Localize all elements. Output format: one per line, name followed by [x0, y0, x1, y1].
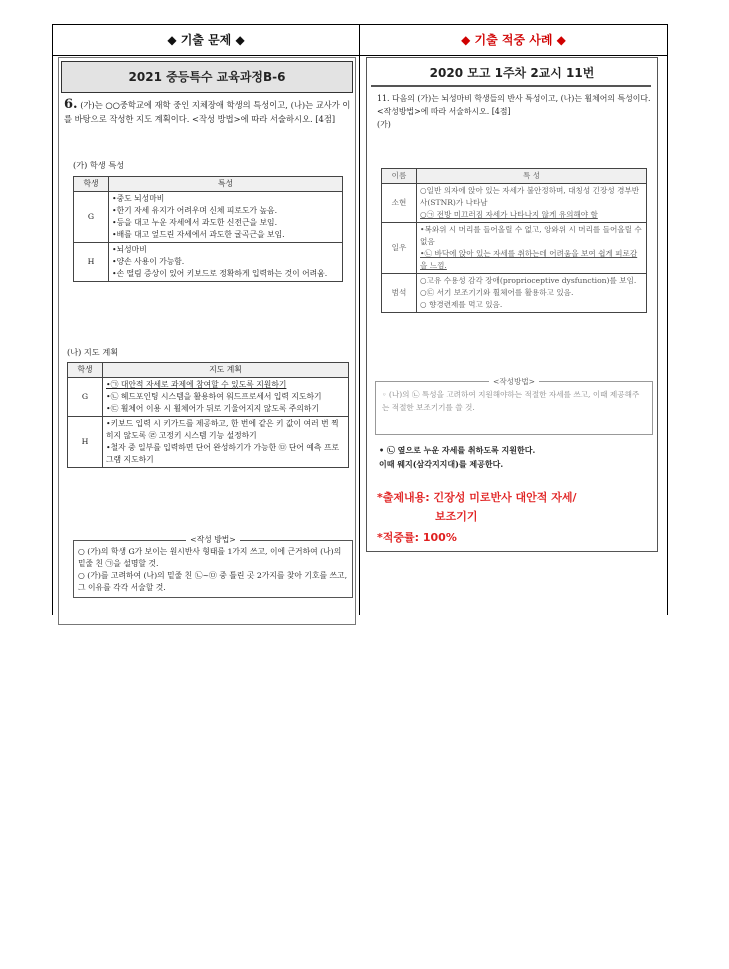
row-name: 범석: [382, 274, 417, 313]
hit-example-panel: [366, 57, 658, 552]
teaching-plan-table: [67, 362, 349, 468]
exam-content-label: *출제내용: 긴장성 미로반사 대안적 자세/: [377, 491, 577, 504]
h-traits: •뇌성마비 •양손 사용이 가능함. •손 떨림 증상이 있어 키보드로 정확하게 입력하는 것이 어려움.: [109, 243, 343, 282]
sub-heading-na: (나) 지도 계획: [67, 347, 119, 357]
title-underline: [371, 85, 651, 87]
row-traits: ○고유 수용성 감각 장애(proprioceptive dysfunction)를 보임. ○㉢ 서기 보조기기와 휠체어를 활용하고 있음. ○ 향경련제를 먹고 있음.: [417, 274, 647, 313]
sub-heading-ga: (가) 학생 특성: [73, 160, 125, 170]
answer: • ㉡ 옆으로 누운 자세를 취하도록 지원한다. 이때 웨지(삼각지지대)를 제공한다.: [379, 445, 536, 469]
right-sub: (가): [377, 120, 391, 129]
right-guide-title: <작성방법>: [489, 377, 539, 386]
comparison-frame: [52, 24, 668, 615]
writing-guide-box: [73, 535, 353, 598]
g-traits: •중도 뇌성마비 •한기 자세 유지가 어려우며 신체 피로도가 높음. •등을 대고 누운 자세에서 과도한 신전근을 보임. •배를 대고 엎드린 자세에서 과도한 굴곡근을 보임.: [109, 192, 343, 243]
right-title: 2020 모고 1주차 2교시 11번: [429, 66, 595, 80]
plan-student-h: H: [68, 417, 103, 468]
col-traits: 특성: [109, 177, 343, 192]
row-name: 소현: [382, 184, 417, 223]
exam-question-panel: [58, 57, 356, 625]
header-row: [53, 24, 667, 56]
right-guide-item: ◦ (나)의 ㉡ 특성을 고려하여 지원해야하는 적절한 자세를 쓰고, 이때 제공해주는 적절한 보조기기를 쓸 것.: [382, 390, 640, 412]
row-traits: •복와위 시 머리를 들어올릴 수 없고, 앙와위 시 머리를 들어올릴 수 없음 •㉡ 바닥에 앉아 있는 자세를 취하는데 어려움을 보여 쉽게 피로감을 느낌.: [417, 223, 647, 274]
row-traits: ○일반 의자에 앉아 있는 자세가 불안정하며, 대칭성 긴장성 경부반사(STNR)가 나타남 ○㉠ 전방 미끄러짐 자세가 나타나지 않게 유의해야 함: [417, 184, 647, 223]
plan-student-g: G: [68, 378, 103, 417]
column-divider: [359, 54, 360, 615]
row-name: 일우: [382, 223, 417, 274]
student-h: H: [74, 243, 109, 282]
col-plan: 지도 계획: [103, 363, 349, 378]
student-g: G: [74, 192, 109, 243]
exam-content-label-cont: 보조기기: [435, 510, 478, 523]
guide-title: <작성 방법>: [186, 535, 240, 544]
col-student-2: 학생: [68, 363, 103, 378]
right-guide-box: [375, 377, 653, 435]
g-plan: •㉠ 대안적 자세로 과제에 참여할 수 있도록 지원하기 •㉡ 헤드포인팅 시스템을 활용하여 워드프로세서 입력 지도하기 •㉢ 휠체어 이용 시 휠체어가 뒤로 기울어지지 않도록 주의하기: [103, 378, 349, 417]
col-name: 이름: [382, 169, 417, 184]
header-right: ◆ 기출 적중 사례 ◆: [461, 33, 566, 47]
student-traits-table: [73, 176, 343, 282]
right-question-text: 11. 다음의 (가)는 뇌성마비 학생들의 반사 특성이고, (나)는 휠체어의 특성이다. <작성방법>에 따라 서술하시오. [4점]: [377, 94, 651, 116]
header-left: ◆ 기출 문제 ◆: [53, 25, 360, 55]
question-number: 6.: [64, 97, 78, 112]
guide-item: ○ (가)의 학생 G가 보이는 원시반사 형태를 1가지 쓰고, 이에 근거하여 (나)의 밑줄 친 ㉠을 설명할 것.: [78, 547, 342, 568]
hit-rate: *적중률: 100%: [377, 531, 457, 544]
col-trait: 특 성: [417, 169, 647, 184]
left-question: [64, 98, 354, 126]
col-student: 학생: [74, 177, 109, 192]
question-text: (가)는 ○○중학교에 재학 중인 지체장애 학생의 특성이고, (나)는 교사가 이를 바탕으로 작성한 지도 계획이다. <작성 방법>에 따라 서술하시오. [4점]: [64, 100, 351, 124]
left-title: 2021 중등특수 교육과정B-6: [61, 61, 353, 93]
h-plan: •키보드 입력 시 키가드를 제공하고, 한 번에 같은 키 값이 여러 번 찍히지 않도록 ㉣ 고정키 시스템 기능 설정하기 •철자 중 일부를 입력하면 단어 완성하기가 가능한 ㉤ 단어 예측 프로그램 지도하기: [103, 417, 349, 468]
guide-item: ○ (가)를 고려하여 (나)의 밑줄 친 ㉡~㉤ 중 틀린 곳 2가지를 찾아 기호를 쓰고, 그 이유를 각각 서술할 것.: [78, 571, 348, 592]
right-question: [377, 92, 652, 131]
reflex-traits-table: [381, 168, 647, 313]
